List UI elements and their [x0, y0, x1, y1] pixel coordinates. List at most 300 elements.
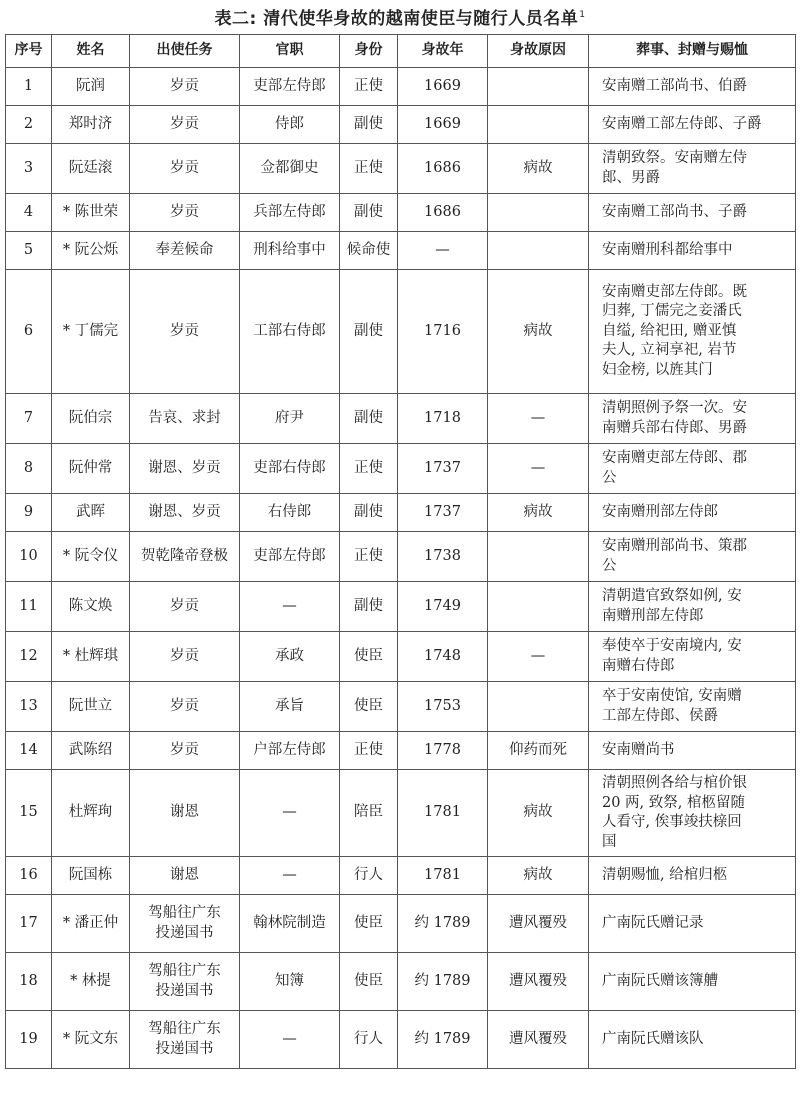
cell-role-text: 陪臣 [354, 804, 383, 821]
cell-mission [130, 857, 240, 895]
cell-name [52, 732, 130, 770]
cell-mission-text: 告哀、求封 [148, 409, 221, 426]
cell-office [240, 394, 340, 444]
cell-no-text: 6 [23, 322, 34, 339]
cell-no-text: 13 [19, 697, 38, 714]
cell-name [52, 857, 130, 895]
cell-office [240, 532, 340, 582]
cell-office-text: — [282, 866, 297, 883]
cell-role-text: 副使 [354, 503, 383, 520]
cell-fate-text: 广南阮氏赠该簿艚 [602, 972, 718, 989]
table-row [6, 494, 796, 532]
cell-office-text: 府尹 [275, 409, 304, 426]
cell-office [240, 682, 340, 732]
cell-cause [488, 953, 589, 1011]
header-year: 身故年 [398, 35, 488, 68]
cell-no [6, 732, 52, 770]
cell-name-text: 郑时济 [68, 115, 113, 132]
cell-name [52, 632, 130, 682]
cell-year-text: 1737 [424, 503, 461, 520]
cell-fate-text: 清朝赐恤, 给棺归柩 [602, 866, 728, 883]
cell-role-text: 正使 [354, 159, 383, 176]
cell-role-text: 正使 [354, 77, 383, 94]
cell-cause-text: 病故 [523, 503, 553, 520]
cell-fate [589, 532, 796, 582]
cell-cause [488, 394, 589, 444]
cell-role [340, 106, 398, 144]
cell-name [52, 232, 130, 270]
table-row [6, 732, 796, 770]
table-row [6, 682, 796, 732]
cell-year-text: 1737 [424, 459, 461, 476]
cell-fate [589, 895, 796, 953]
cell-no-text: 10 [19, 547, 38, 564]
cell-mission-text: 奉差候命 [155, 241, 214, 258]
table-row [6, 106, 796, 144]
cell-office [240, 857, 340, 895]
table-row [6, 194, 796, 232]
cell-cause-text: 病故 [523, 159, 553, 176]
cell-role [340, 732, 398, 770]
cell-cause [488, 857, 589, 895]
cell-name-text: 陈文焕 [68, 597, 113, 614]
cell-office [240, 444, 340, 494]
cell-mission-text: 岁贡 [170, 597, 199, 614]
cell-no-text: 9 [23, 503, 34, 520]
cell-cause-text: 遭风覆殁 [509, 972, 567, 989]
cell-no-text: 16 [19, 866, 38, 883]
cell-year-text: 约 1789 [414, 914, 471, 931]
cell-fate [589, 857, 796, 895]
cell-mission-text: 谢恩 [170, 804, 199, 821]
cell-fate-text: 安南赠工部左侍郎、子爵 [602, 115, 762, 132]
cell-year [398, 532, 488, 582]
cell-office-text: 吏部右侍郎 [253, 459, 326, 476]
cell-year [398, 1011, 488, 1069]
cell-role [340, 68, 398, 106]
cell-year-text: 1669 [424, 77, 461, 94]
cell-fate-text: 清朝照例各给与棺价银 20 两, 致祭, 棺柩留随 人看守, 俟事竣扶榇回 国 [602, 775, 747, 850]
cell-no-text: 19 [19, 1030, 38, 1047]
cell-office [240, 953, 340, 1011]
cell-mission-text: 贺乾隆帝登极 [141, 547, 228, 564]
cell-office [240, 106, 340, 144]
cell-cause [488, 770, 589, 857]
cell-year-text: 1716 [424, 322, 461, 339]
cell-fate [589, 732, 796, 770]
cell-mission-text: 驾船往广东 投递国书 [148, 963, 221, 999]
cell-mission [130, 632, 240, 682]
cell-year-text: 1738 [424, 547, 461, 564]
cell-no-text: 3 [23, 159, 34, 176]
cell-fate-text: 清朝致祭。安南赠左侍 郎、男爵 [602, 150, 747, 186]
cell-mission [130, 494, 240, 532]
cell-no-text: 12 [19, 647, 38, 664]
cell-name-text: * 丁儒完 [62, 322, 119, 339]
cell-mission-text: 岁贡 [170, 741, 199, 758]
cell-cause-text: 遭风覆殁 [509, 1030, 567, 1047]
cell-cause-text: 病故 [523, 804, 553, 821]
footnote-mark: 1 [579, 10, 586, 21]
cell-cause-text: — [530, 409, 546, 426]
cell-office-text: 吏部左侍郎 [253, 547, 326, 564]
cell-no-text: 15 [19, 804, 38, 821]
cell-no-text: 18 [19, 972, 38, 989]
cell-mission-text: 谢恩 [170, 866, 199, 883]
table-row [6, 394, 796, 444]
cell-cause [488, 194, 589, 232]
cell-mission [130, 194, 240, 232]
cell-role [340, 494, 398, 532]
cell-office [240, 494, 340, 532]
cell-no [6, 106, 52, 144]
cell-mission [130, 232, 240, 270]
header-role: 身份 [340, 35, 398, 68]
cell-role-text: 使臣 [354, 972, 383, 989]
cell-office [240, 232, 340, 270]
cell-role [340, 144, 398, 194]
cell-fate [589, 394, 796, 444]
header-cause: 身故原因 [488, 35, 589, 68]
header-mission: 出使任务 [130, 35, 240, 68]
cell-cause-text: 病故 [523, 866, 553, 883]
cell-mission [130, 532, 240, 582]
cell-office [240, 194, 340, 232]
cell-office-text: 兵部左侍郎 [253, 203, 326, 220]
cell-cause [488, 895, 589, 953]
cell-role-text: 正使 [354, 459, 383, 476]
cell-year-text: 1781 [424, 866, 461, 883]
cell-no-text: 11 [19, 597, 38, 614]
cell-office-text: — [282, 1030, 297, 1047]
cell-no-text: 1 [23, 77, 34, 94]
cell-no [6, 144, 52, 194]
cell-year [398, 232, 488, 270]
cell-name [52, 270, 130, 394]
cell-year-text: 1749 [424, 597, 461, 614]
table-row [6, 68, 796, 106]
cell-year [398, 632, 488, 682]
cell-office [240, 68, 340, 106]
cell-name [52, 106, 130, 144]
cell-year-text: 1718 [424, 409, 461, 426]
cell-office-text: 翰林院制造 [253, 914, 326, 931]
cell-fate [589, 1011, 796, 1069]
cell-office-text: 侍郎 [275, 115, 304, 132]
cell-name-text: 阮廷滚 [68, 159, 113, 176]
cell-name-text: 阮世立 [68, 697, 113, 714]
cell-role [340, 857, 398, 895]
cell-office [240, 270, 340, 394]
cell-fate-text: 卒于安南使馆, 安南赠 工部左侍郎、侯爵 [602, 688, 742, 724]
cell-year [398, 106, 488, 144]
cell-role-text: 行人 [354, 1030, 383, 1047]
cell-cause [488, 444, 589, 494]
cell-role [340, 895, 398, 953]
cell-year [398, 895, 488, 953]
cell-role [340, 532, 398, 582]
cell-role-text: 候命使 [346, 241, 391, 258]
table-row [6, 895, 796, 953]
cell-fate-text: 广南阮氏赠该队 [602, 1030, 704, 1047]
cell-role [340, 953, 398, 1011]
cell-fate [589, 953, 796, 1011]
cell-fate-text: 奉使卒于安南境内, 安 南赠右侍郎 [602, 638, 742, 674]
cell-no-text: 8 [23, 459, 34, 476]
cell-fate [589, 106, 796, 144]
cell-role [340, 232, 398, 270]
cell-no [6, 770, 52, 857]
cell-name-text: 阮润 [76, 77, 105, 94]
cell-cause [488, 582, 589, 632]
cell-role [340, 632, 398, 682]
cell-name-text: 阮仲常 [68, 459, 113, 476]
cell-mission-text: 驾船往广东 投递国书 [148, 905, 221, 941]
cell-name-text: 武陈绍 [68, 741, 113, 758]
cell-fate-text: 清朝照例予祭一次。安 南赠兵部右侍郎、男爵 [602, 400, 747, 436]
cell-mission-text: 驾船往广东 投递国书 [148, 1021, 221, 1057]
cell-year [398, 270, 488, 394]
cell-no [6, 582, 52, 632]
cell-fate-text: 安南赠尚书 [602, 741, 675, 758]
cell-fate [589, 632, 796, 682]
cell-fate-text: 安南赠工部尚书、子爵 [602, 203, 747, 220]
cell-role [340, 1011, 398, 1069]
cell-no [6, 68, 52, 106]
cell-fate-text: 安南赠工部尚书、伯爵 [602, 77, 747, 94]
cell-office-text: 承政 [275, 647, 304, 664]
table-row [6, 770, 796, 857]
cell-mission [130, 732, 240, 770]
cell-fate [589, 770, 796, 857]
cell-cause [488, 494, 589, 532]
cell-year [398, 682, 488, 732]
table-row [6, 857, 796, 895]
cell-year-text: 1686 [424, 159, 461, 176]
cell-mission [130, 106, 240, 144]
cell-name [52, 144, 130, 194]
table-row [6, 144, 796, 194]
cell-role-text: 使臣 [354, 647, 383, 664]
cell-fate-text: 清朝遣官致祭如例, 安 南赠刑部左侍郎 [602, 588, 742, 624]
cell-fate [589, 582, 796, 632]
cell-cause [488, 144, 589, 194]
table-row [6, 532, 796, 582]
cell-mission-text: 岁贡 [170, 697, 199, 714]
cell-fate-text: 安南赠吏部左侍郎、郡 公 [602, 450, 747, 486]
cell-role-text: 行人 [354, 866, 383, 883]
cell-name-text: * 阮公烁 [62, 241, 119, 258]
cell-role [340, 582, 398, 632]
cell-no-text: 5 [23, 241, 34, 258]
cell-no [6, 394, 52, 444]
cell-role-text: 副使 [354, 322, 383, 339]
cell-year [398, 194, 488, 232]
cell-name [52, 582, 130, 632]
cell-fate-text: 安南赠刑部尚书、策郡 公 [602, 538, 747, 574]
cell-name [52, 394, 130, 444]
cell-name-text: * 杜辉琪 [62, 647, 119, 664]
cell-no [6, 953, 52, 1011]
header-name: 姓名 [52, 35, 130, 68]
cell-name-text: * 林提 [70, 972, 111, 989]
cell-fate [589, 494, 796, 532]
cell-year [398, 732, 488, 770]
cell-no-text: 2 [23, 115, 34, 132]
cell-cause [488, 270, 589, 394]
cell-role [340, 444, 398, 494]
cell-year-text: 1753 [424, 697, 461, 714]
cell-name-text: * 陈世荣 [62, 203, 119, 220]
table-row [6, 444, 796, 494]
cell-year [398, 494, 488, 532]
cell-office-text: 吏部左侍郎 [253, 77, 326, 94]
cell-office-text: 知簿 [275, 972, 304, 989]
cell-fate-text: 广南阮氏赠记录 [602, 914, 704, 931]
cell-mission-text: 岁贡 [170, 115, 199, 132]
cell-cause-text: 遭风覆殁 [509, 914, 567, 931]
cell-role-text: 副使 [354, 409, 383, 426]
cell-no-text: 7 [23, 409, 34, 426]
cell-name-text: * 阮文东 [62, 1030, 119, 1047]
cell-year-text: 1781 [424, 804, 461, 821]
cell-office-text: — [282, 804, 297, 821]
table-body [6, 68, 796, 1069]
cell-fate [589, 444, 796, 494]
cell-office-text: 承旨 [275, 697, 304, 714]
cell-name [52, 953, 130, 1011]
cell-year-text: — [435, 241, 450, 258]
cell-no [6, 632, 52, 682]
cell-name-text: 阮伯宗 [68, 409, 113, 426]
table-row [6, 270, 796, 394]
cell-fate-text: 安南赠刑部左侍郎 [602, 503, 718, 520]
cell-name-text: 杜辉珣 [68, 804, 113, 821]
cell-name [52, 194, 130, 232]
cell-role-text: 副使 [354, 203, 383, 220]
cell-role-text: 使臣 [354, 914, 383, 931]
header-row [6, 35, 796, 68]
cell-cause [488, 68, 589, 106]
cell-mission-text: 岁贡 [170, 77, 199, 94]
cell-mission-text: 岁贡 [170, 159, 199, 176]
cell-office-text: 工部右侍郎 [253, 322, 326, 339]
cell-mission-text: 岁贡 [170, 647, 199, 664]
cell-role [340, 194, 398, 232]
cell-mission [130, 770, 240, 857]
cell-no [6, 532, 52, 582]
cell-mission-text: 谢恩、岁贡 [148, 503, 221, 520]
cell-cause-text: — [530, 459, 546, 476]
cell-mission-text: 岁贡 [170, 322, 199, 339]
cell-mission [130, 68, 240, 106]
cell-year-text: 1669 [424, 115, 461, 132]
cell-mission [130, 270, 240, 394]
cell-no [6, 895, 52, 953]
table-row [6, 632, 796, 682]
cell-cause-text: 仰药而死 [509, 741, 567, 758]
cell-office [240, 632, 340, 682]
cell-year [398, 582, 488, 632]
cell-name [52, 444, 130, 494]
cell-mission-text: 岁贡 [170, 203, 199, 220]
cell-role [340, 682, 398, 732]
cell-office-text: 右侍郎 [267, 503, 312, 520]
cell-cause-text: 病故 [523, 322, 553, 339]
cell-no-text: 17 [19, 914, 38, 931]
cell-office [240, 770, 340, 857]
cell-no [6, 494, 52, 532]
cell-office-text: — [282, 597, 297, 614]
cell-year [398, 770, 488, 857]
cell-fate [589, 232, 796, 270]
table-row [6, 232, 796, 270]
cell-no [6, 682, 52, 732]
cell-name-text: 阮国栋 [68, 866, 113, 883]
cell-mission-text: 谢恩、岁贡 [148, 459, 221, 476]
cell-mission [130, 953, 240, 1011]
cell-fate [589, 682, 796, 732]
cell-office [240, 1011, 340, 1069]
header-fate: 葬事、封赠与赐恤 [589, 35, 796, 68]
table-title-text: 表二: 清代使华身故的越南使臣与随行人员名单 [214, 9, 579, 29]
cell-no [6, 270, 52, 394]
cell-role-text: 副使 [354, 115, 383, 132]
cell-year [398, 144, 488, 194]
cell-mission [130, 1011, 240, 1069]
cell-mission [130, 582, 240, 632]
cell-name [52, 895, 130, 953]
cell-year [398, 68, 488, 106]
cell-office-text: 刑科给事中 [253, 241, 326, 258]
table-row [6, 1011, 796, 1069]
cell-fate [589, 68, 796, 106]
cell-year [398, 953, 488, 1011]
cell-year-text: 1778 [424, 741, 461, 758]
table-row [6, 953, 796, 1011]
header-no: 序号 [6, 35, 52, 68]
cell-name [52, 494, 130, 532]
cell-cause-text: — [530, 647, 546, 664]
cell-office [240, 895, 340, 953]
cell-name-text: * 潘正仲 [62, 914, 119, 931]
cell-office-text: 户部左侍郎 [253, 741, 326, 758]
cell-year [398, 394, 488, 444]
table-row [6, 582, 796, 632]
cell-mission [130, 144, 240, 194]
cell-no-text: 14 [19, 741, 38, 758]
cell-name-text: * 阮令仪 [62, 547, 119, 564]
cell-year [398, 444, 488, 494]
cell-role-text: 正使 [354, 741, 383, 758]
cell-no [6, 857, 52, 895]
cell-office [240, 144, 340, 194]
cell-name [52, 1011, 130, 1069]
cell-year-text: 1686 [424, 203, 461, 220]
cell-mission [130, 394, 240, 444]
cell-no [6, 194, 52, 232]
cell-name-text: 武晖 [76, 503, 105, 520]
cell-no [6, 1011, 52, 1069]
cell-mission [130, 444, 240, 494]
cell-office-text: 佥都御史 [260, 159, 319, 176]
cell-role-text: 正使 [354, 547, 383, 564]
cell-role-text: 使臣 [354, 697, 383, 714]
cell-mission [130, 682, 240, 732]
cell-cause [488, 682, 589, 732]
cell-name [52, 532, 130, 582]
cell-fate [589, 270, 796, 394]
